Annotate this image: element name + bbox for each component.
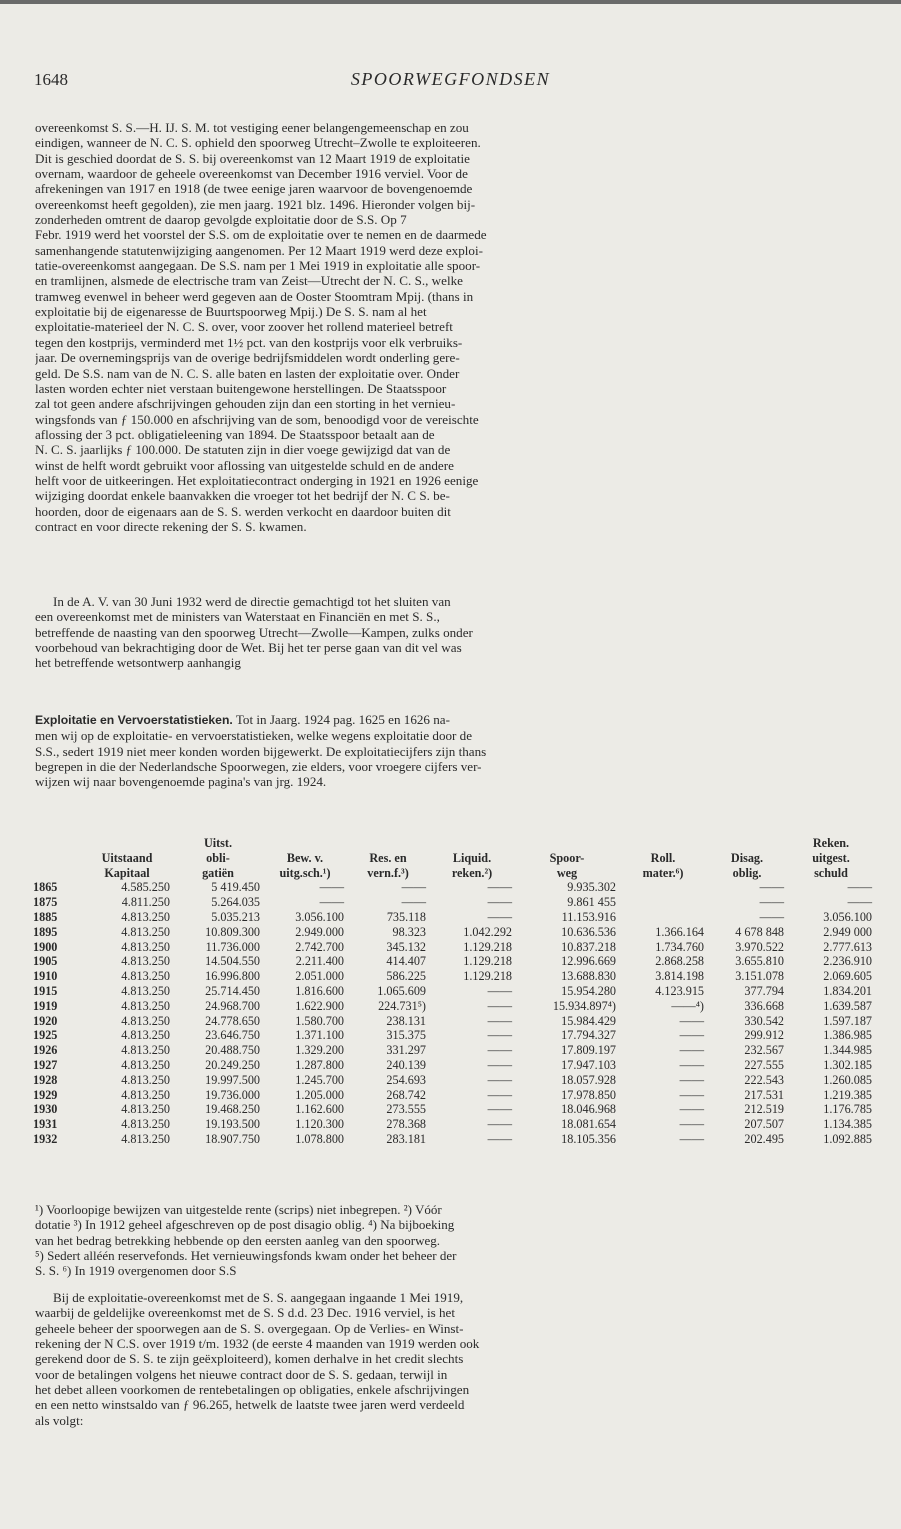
value-cell: 2.069.605 (823, 969, 872, 984)
value-cell: —— (759, 880, 784, 895)
year-cell: 1865 (33, 880, 58, 895)
value-cell: 202.495 (744, 1131, 784, 1146)
value-cell: 1.129.218 (463, 969, 512, 984)
value-cell: 4.813.250 (121, 1072, 170, 1087)
text-line: ⁵) Sedert alléén reservefonds. Het vernieuwingsfonds kwam onder het beheer der (35, 1247, 457, 1263)
text-line: zal tot geen andere afschrijvingen gehouden zijn dan een storting in het vernieu- (35, 396, 456, 412)
value-cell: 1.371.100 (295, 1028, 344, 1043)
column-header (707, 836, 787, 880)
column-header-line: Uitst. (203, 836, 233, 850)
value-cell: 18.105.356 (561, 1131, 616, 1146)
value-cell: 1.205.000 (295, 1087, 344, 1102)
text-line: winst de helft wordt gebruikt voor aflossing van uitgestelde schuld en de andere (35, 457, 454, 473)
text-line: Bij de exploitatie-overeenkomst met de S. S. aangegaan ingaande 1 Mei 1919, (53, 1290, 464, 1305)
text-line: hoorden, door de eigenaars aan de S. S. werden verkocht en daardoor buiten dit (35, 503, 451, 519)
value-cell: —— (487, 1131, 512, 1146)
paragraph-naasting (35, 594, 865, 671)
value-cell: 2.051.000 (295, 969, 344, 984)
column-header-line: vern.f.³) (367, 865, 409, 880)
text-line: overeenkomst heeft gegolden), zie men jaarg. 1921 blz. 1496. Hieronder volgen bij- (35, 196, 476, 212)
column-header (787, 836, 875, 880)
column-header-line: reken.²) (451, 865, 493, 880)
column-header-line: obli- (206, 850, 230, 865)
text-line: zonderheden omtrent de daarop gevolgde exploitatie door de S.S. Op 7 (35, 212, 407, 228)
value-cell: 1.622.900 (295, 998, 344, 1013)
year-cell: 1927 (33, 1057, 58, 1072)
value-cell (619, 910, 707, 925)
value-cell: 17.809.197 (561, 1043, 616, 1058)
value-cell: 3.814.198 (655, 969, 704, 984)
value-cell: —— (319, 895, 344, 910)
value-cell (619, 880, 707, 895)
value-cell: —— (847, 895, 872, 910)
value-cell: 20.488.750 (205, 1043, 260, 1058)
text-line: wijzen wij naar bovengenoemde pagina's van jrg. 1924. (35, 774, 327, 790)
column-header-line: Spoor- (549, 850, 585, 865)
text-line: tatie-overeenkomst aangegaan. De S.S. nam per 1 Mei 1919 in exploitatie alle spoor- (35, 258, 481, 274)
value-cell: 18.907.750 (205, 1131, 260, 1146)
value-cell: 1.580.700 (295, 1013, 344, 1028)
value-cell: 1.329.200 (295, 1043, 344, 1058)
column-header-line: Uitstaand (101, 850, 153, 865)
value-cell: 207.507 (744, 1117, 784, 1132)
value-cell: 1.092.885 (823, 1131, 872, 1146)
table-row (33, 1043, 875, 1058)
value-cell: 4.585.250 (121, 880, 170, 895)
year-cell: 1926 (33, 1043, 58, 1058)
value-cell: —— (759, 895, 784, 910)
text-line: N. C. S. jaarlijks ƒ 100.000. De statuten zijn in dier voege gewijzigd dat van de (35, 442, 451, 458)
text-line: betreffende de naasting van den spoorweg Utrecht—Zwolle—Kampen, zulks onder (35, 624, 473, 640)
value-cell: 4.813.250 (121, 1102, 170, 1117)
year-cell: 1925 (33, 1028, 58, 1043)
value-cell: 4.813.250 (121, 1057, 170, 1072)
column-header-line: oblig. (732, 865, 762, 880)
value-cell: 10.636.536 (561, 924, 616, 939)
paragraph-profit-loss (35, 1290, 865, 1428)
text-line: het debet alleen voorkomen de rentebetalingen op obligaties, enkele afschrijvingen (35, 1382, 470, 1398)
value-cell: 586.225 (386, 969, 426, 984)
value-cell: 330.542 (744, 1013, 784, 1028)
text-line: exploitatie-materieel der N. C. S. over, voor zoover het rollend materieel betreft (35, 319, 453, 335)
value-cell: 3.655.810 (735, 954, 784, 969)
value-cell: 10.809.300 (205, 924, 260, 939)
column-header-line: Disag. (730, 850, 764, 865)
value-cell: 1.065.609 (377, 983, 426, 998)
value-cell: 238.131 (386, 1013, 426, 1028)
year-cell: 1895 (33, 924, 58, 939)
value-cell: 1.176.785 (823, 1102, 872, 1117)
year-cell: 1910 (33, 969, 58, 984)
value-cell: —— (487, 998, 512, 1013)
text-line: aflossing der 3 pct. obligatieleening van 1894. De Staatsspoor betaalt aan de (35, 426, 435, 442)
value-cell: 1.219.385 (823, 1087, 872, 1102)
value-cell: 414.407 (386, 954, 426, 969)
value-cell: 3.056.100 (823, 909, 872, 924)
text-line: waarbij de geldelijke overeenkomst met de S. S d.d. 23 Dec. 1916 verviel, is het (35, 1305, 455, 1321)
value-cell: 9.861 455 (567, 895, 616, 910)
value-cell: 17.947.103 (561, 1057, 616, 1072)
value-cell: —— (487, 1013, 512, 1028)
value-cell: 4.813.250 (121, 1013, 170, 1028)
value-cell: 1.834.201 (823, 983, 872, 998)
value-cell: 12.996.669 (561, 954, 616, 969)
value-cell: 23.646.750 (205, 1028, 260, 1043)
column-header (33, 836, 81, 880)
text-line: In de A. V. van 30 Juni 1932 werd de directie gemachtigd tot het sluiten van (53, 594, 451, 609)
value-cell: 20.249.250 (205, 1057, 260, 1072)
value-cell: 1.129.218 (463, 939, 512, 954)
value-cell: 2.868.258 (655, 954, 704, 969)
column-header-line: Liquid. (452, 850, 492, 865)
text-line: als volgt: (35, 1412, 84, 1428)
year-cell: 1919 (33, 998, 58, 1013)
value-cell: 1.597.187 (823, 1013, 872, 1028)
text-line: het betreffende wetsontwerp aanhangig (35, 655, 241, 671)
financial-statistics-table (33, 836, 875, 1147)
text-line: Exploitatie en Vervoerstatistieken. Tot in Jaarg. 1924 pag. 1625 en 1626 na- (35, 712, 450, 727)
value-cell: —— (487, 1057, 512, 1072)
value-cell: 1.120.300 (295, 1117, 344, 1132)
page-number: 1648 (34, 70, 68, 89)
value-cell: —— (487, 1102, 512, 1117)
year-cell: 1905 (33, 954, 58, 969)
top-rule (0, 0, 901, 4)
value-cell: 4.813.250 (121, 924, 170, 939)
column-header-line: Bew. v. (286, 850, 324, 865)
text-line: wingsfonds van ƒ 150.000 en afschrijving van de som, benoodigd voor de vereischte (35, 411, 479, 427)
value-cell: 98.323 (392, 924, 426, 939)
value-cell: 19.193.500 (205, 1117, 260, 1132)
value-cell: 11.153.916 (561, 909, 616, 924)
value-cell: 222.543 (744, 1072, 784, 1087)
value-cell: 4.813.250 (121, 1131, 170, 1146)
value-cell: 336.668 (744, 998, 784, 1013)
value-cell: —— (679, 1072, 704, 1087)
text-line: gerekend door de S. S. te zijn geëxploiteerd), komen derhalve in het credit slechts (35, 1351, 464, 1367)
text-line: overeenkomst S. S.—H. IJ. S. M. tot vestiging eener belangengemeenschap en zou (35, 120, 469, 135)
text-line: geheele beheer der spoorwegen aan de S. S. overgegaan. Op de Verlies- en Winst- (35, 1320, 464, 1336)
table-row (33, 1014, 875, 1029)
column-header-line: mater.⁶) (642, 865, 684, 880)
value-cell: 1.078.800 (295, 1131, 344, 1146)
value-cell: 4.811.250 (121, 895, 170, 910)
value-cell: 1.734.760 (655, 939, 704, 954)
value-cell: —— (679, 1013, 704, 1028)
year-cell: 1915 (33, 983, 58, 998)
value-cell (619, 895, 707, 910)
value-cell: 1.245.700 (295, 1072, 344, 1087)
column-header (81, 836, 173, 880)
value-cell: 1.129.218 (463, 954, 512, 969)
table-row (33, 999, 875, 1014)
value-cell: 254.693 (386, 1072, 426, 1087)
column-header-line: schuld (814, 865, 848, 880)
value-cell: 2.949 000 (823, 924, 872, 939)
column-header (619, 836, 707, 880)
value-cell: 278.368 (386, 1117, 426, 1132)
table-row (33, 954, 875, 969)
column-header-line: weg (556, 865, 578, 880)
text-line: eindigen, wanneer de N. C. S. ophield den spoorweg Utrecht–Zwolle te exploiteeren. (35, 135, 481, 151)
value-cell: 3.151.078 (735, 969, 784, 984)
value-cell: 15.954.280 (561, 983, 616, 998)
text-line: en een netto winstsaldo van ƒ 96.265, hetwelk de laatste twee jaren werd verdeeld (35, 1397, 465, 1413)
value-cell: 15.934.897⁴) (552, 998, 616, 1013)
text-line: voor de betalingen volgens het nieuwe contract door de S. S. gedaan, terwijl in (35, 1366, 448, 1382)
text-line: S.S., sedert 1919 niet meer konden worden bijgewerkt. De exploitatiecijfers zijn thans (35, 743, 487, 759)
value-cell: —— (487, 983, 512, 998)
table-row (33, 1088, 875, 1103)
table-footnotes (35, 1202, 865, 1278)
value-cell: 227.555 (744, 1057, 784, 1072)
value-cell: 11.736.000 (205, 939, 260, 954)
value-cell: —— (319, 880, 344, 895)
value-cell: 16.996.800 (205, 969, 260, 984)
value-cell: 4.813.250 (121, 998, 170, 1013)
value-cell: 1.134.385 (823, 1117, 872, 1132)
table-row (33, 969, 875, 984)
table-header-row (33, 836, 875, 880)
value-cell: 345.132 (386, 939, 426, 954)
value-cell: 4.123.915 (655, 983, 704, 998)
value-cell: 3.056.100 (295, 909, 344, 924)
value-cell: —— (487, 1117, 512, 1132)
text-line: rekening der N C.S. over 1919 t/m. 1932 (de eerste 4 maanden van 1919 werden ook (35, 1336, 480, 1352)
text-line: een overeenkomst met de ministers van Waterstaat en Financiën en met S. S., (35, 609, 440, 625)
value-cell: —— (401, 895, 426, 910)
table-row (33, 984, 875, 999)
column-header-line: Roll. (650, 850, 676, 865)
value-cell: 1.260.085 (823, 1072, 872, 1087)
value-cell: 331.297 (386, 1043, 426, 1058)
text-line: wijziging doordat enkele baanvakken die vroeger tot het bedrijf der N. C S. be- (35, 488, 450, 504)
value-cell: 24.968.700 (205, 998, 260, 1013)
value-cell: —— (487, 895, 512, 910)
table-row (33, 1132, 875, 1147)
running-title: SPOORWEGFONDSEN (350, 69, 551, 89)
value-cell: —— (679, 1102, 704, 1117)
value-cell: 19.736.000 (205, 1087, 260, 1102)
table-row (33, 1073, 875, 1088)
year-cell: 1885 (33, 909, 58, 924)
value-cell: —— (679, 1028, 704, 1043)
year-cell: 1930 (33, 1102, 58, 1117)
value-cell: 2.777.613 (823, 939, 872, 954)
text-line: Febr. 1919 werd het voorstel der S.S. om de exploitatie over te nemen en de daarmede (35, 227, 487, 243)
value-cell: 4.813.250 (121, 1043, 170, 1058)
value-cell: 4.813.250 (121, 939, 170, 954)
table-row (33, 1102, 875, 1117)
column-header-line: gatiën (202, 865, 234, 880)
value-cell: 4.813.250 (121, 983, 170, 998)
text-line: Dit is geschied doordat de S. S. bij overeenkomst van 12 Maart 1919 de exploitatie (35, 150, 470, 166)
value-cell: —— (679, 1087, 704, 1102)
value-cell: 18.046.968 (561, 1102, 616, 1117)
value-cell: 1.302.185 (823, 1057, 872, 1072)
value-cell: 273.555 (386, 1102, 426, 1117)
value-cell: 24.778.650 (205, 1013, 260, 1028)
year-cell: 1932 (33, 1131, 58, 1146)
column-header-line: Res. en (369, 850, 407, 865)
table-row (33, 925, 875, 940)
text-line: lasten worden echter niet verstaan buitengewone herstellingen. De Staatsspoor (35, 380, 447, 396)
text-line: en tramlijnen, alsmede de electrische tram van Zeist—Utrecht der N. C. S., welke (35, 273, 463, 289)
text-line: overnam, waardoor de geheele overeenkomst van December 1916 verviel. Voor de (35, 166, 468, 182)
year-cell: 1875 (33, 895, 58, 910)
value-cell: 18.081.654 (561, 1117, 616, 1132)
column-header (263, 836, 347, 880)
value-cell: ——⁴) (671, 998, 704, 1013)
value-cell: 19.997.500 (205, 1072, 260, 1087)
table-row (33, 1058, 875, 1073)
value-cell: 4.813.250 (121, 1117, 170, 1132)
value-cell: —— (847, 880, 872, 895)
value-cell: 315.375 (386, 1028, 426, 1043)
value-cell: 5.264.035 (211, 895, 260, 910)
value-cell: 4.813.250 (121, 909, 170, 924)
value-cell: 2.742.700 (295, 939, 344, 954)
value-cell: 268.742 (386, 1087, 426, 1102)
value-cell: 9.935.302 (567, 880, 616, 895)
text-line: dotatie ³) In 1912 geheel afgeschreven op de post disagio oblig. ⁴) Na bijboeking (35, 1217, 455, 1233)
column-header (347, 836, 429, 880)
text-line: tegen den kostprijs, verminderd met 1½ pct. van den kostprijs voor elk verbruiks- (35, 334, 463, 350)
value-cell: —— (487, 1043, 512, 1058)
text-line: voorbehoud van bekrachtiging door de Wet. Bij het ter perse gaan van dit vel was (35, 640, 462, 656)
value-cell: —— (679, 1043, 704, 1058)
value-cell: 2.211.400 (295, 954, 344, 969)
value-cell: 25.714.450 (205, 983, 260, 998)
value-cell: —— (487, 880, 512, 895)
value-cell: 2.236.910 (823, 954, 872, 969)
value-cell: 10.837.218 (561, 939, 616, 954)
value-cell: 4.813.250 (121, 969, 170, 984)
value-cell: 18.057.928 (561, 1072, 616, 1087)
year-cell: 1928 (33, 1072, 58, 1087)
value-cell: 4.813.250 (121, 954, 170, 969)
value-cell: 5 419.450 (211, 880, 260, 895)
text-line: ¹) Voorloopige bewijzen van uitgestelde rente (scrips) niet inbegrepen. ²) Vóór (35, 1202, 442, 1217)
value-cell: 299.912 (744, 1028, 784, 1043)
table-row (33, 895, 875, 910)
table-row (33, 1028, 875, 1043)
value-cell: 224.731⁵) (378, 998, 426, 1013)
column-header (515, 836, 619, 880)
column-header-line: Kapitaal (104, 865, 150, 880)
value-cell: 735.118 (386, 909, 426, 924)
text-line: S. S. ⁶) In 1919 overgenomen door S.S (35, 1263, 237, 1279)
column-header-line: Reken. (812, 836, 850, 850)
value-cell: 1.816.600 (295, 983, 344, 998)
value-cell: —— (679, 1131, 704, 1146)
value-cell: —— (487, 1087, 512, 1102)
text-line: van het bedrag betrekking hebbende op den eersten aanleg van den spoorweg. (35, 1232, 441, 1248)
value-cell: 14.504.550 (205, 954, 260, 969)
year-cell: 1929 (33, 1087, 58, 1102)
value-cell: 1.639.587 (823, 998, 872, 1013)
value-cell: 283.181 (386, 1131, 426, 1146)
value-cell: 2.949.000 (295, 924, 344, 939)
value-cell: —— (487, 909, 512, 924)
value-cell: —— (679, 1057, 704, 1072)
value-cell: 377.794 (744, 983, 784, 998)
value-cell: 15.984.429 (561, 1013, 616, 1028)
text-line: contract en voor directe rekening der S. S. kwamen. (35, 518, 307, 534)
value-cell: 4 678 848 (735, 924, 784, 939)
value-cell: 13.688.830 (561, 969, 616, 984)
paragraph-statistics-intro (35, 712, 865, 790)
column-header (173, 836, 263, 880)
value-cell: 4.813.250 (121, 1028, 170, 1043)
value-cell: 1.287.800 (295, 1057, 344, 1072)
value-cell: 1.162.600 (295, 1102, 344, 1117)
table-row (33, 880, 875, 895)
column-header-line: uitg.sch.¹) (279, 865, 331, 880)
text-line: helft voor de uitkeeringen. Het exploitatiecontract onderging in 1921 en 1926 eenige (35, 472, 479, 488)
value-cell: —— (401, 880, 426, 895)
text-line: begrepen in die der Nederlandsche Spoorwegen, zie elders, voor vroegere cijfers ver- (35, 759, 482, 775)
value-cell: 1.366.164 (655, 924, 704, 939)
value-cell: —— (487, 1072, 512, 1087)
value-cell: —— (679, 1117, 704, 1132)
text-line: exploitatie bij de eigenaresse de Buurtspoorweg Mpij.) De S. S. nam al het (35, 304, 427, 320)
value-cell: 5.035.213 (211, 909, 260, 924)
text-line: tramweg evenwel in beheer werd gegeven aan de Ooster Stoomtram Mpij. (thans in (35, 288, 474, 304)
column-header (429, 836, 515, 880)
year-cell: 1920 (33, 1013, 58, 1028)
value-cell: 17.978.850 (561, 1087, 616, 1102)
text-line: men wij op de exploitatie- en vervoerstatistieken, welke wegens exploitatie door de (35, 728, 473, 744)
value-cell: 232.567 (744, 1043, 784, 1058)
table-row (33, 1117, 875, 1132)
text-line: geld. De S.S. nam van de N. C. S. alle baten en lasten der exploitatie over. Onder (35, 365, 460, 381)
value-cell: 17.794.327 (561, 1028, 616, 1043)
value-cell: —— (487, 1028, 512, 1043)
value-cell: 4.813.250 (121, 1087, 170, 1102)
value-cell: 217.531 (744, 1087, 784, 1102)
year-cell: 1900 (33, 939, 58, 954)
value-cell: 1.386.985 (823, 1028, 872, 1043)
table-row (33, 910, 875, 925)
value-cell: 240.139 (386, 1057, 426, 1072)
value-cell: 19.468.250 (205, 1102, 260, 1117)
text-line: samenhangende statutenwijziging aangenomen. Per 12 Maart 1919 werd deze exploi- (35, 242, 483, 258)
value-cell: 212.519 (744, 1102, 784, 1117)
year-cell: 1931 (33, 1117, 58, 1132)
value-cell: 3.970.522 (735, 939, 784, 954)
value-cell: 1.344.985 (823, 1043, 872, 1058)
paragraph-exploitation-history (35, 120, 865, 534)
text-line: jaar. De overnemingsprijs van de overige bedrijfsmiddelen wordt onderling gere- (35, 350, 460, 366)
table-row (33, 940, 875, 955)
value-cell: —— (759, 909, 784, 924)
column-header-line: uitgest. (812, 850, 850, 865)
value-cell: 1.042.292 (463, 924, 512, 939)
text-line: afrekeningen van 1917 en 1918 (de twee eenige jaren waarvoor de bovengenoemde (35, 181, 473, 197)
